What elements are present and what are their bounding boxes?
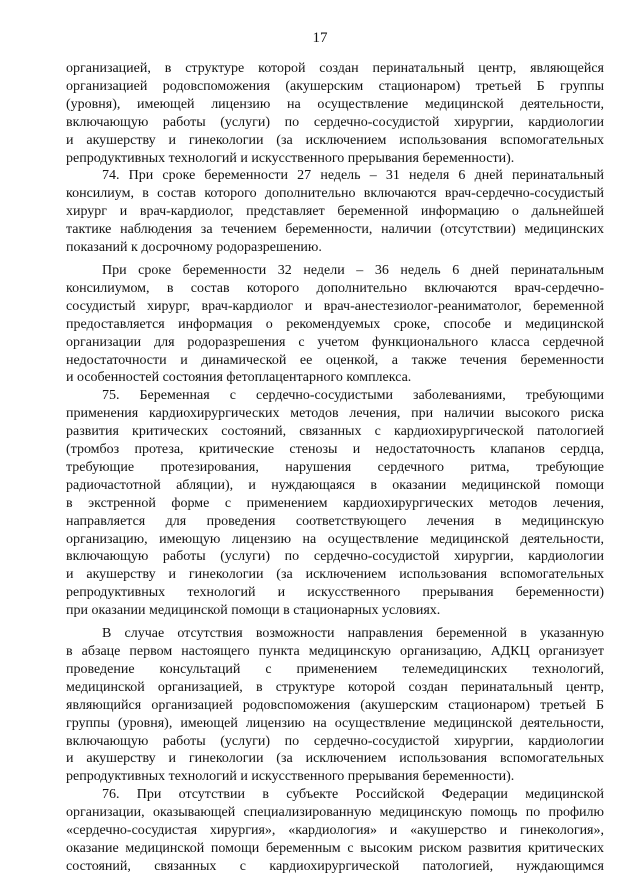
text-line: организации, оказывающей специализированную медицинскую помощь по профилю [66, 805, 604, 821]
text-line: и акушерству и гинекологии (за исключением использования вспомогательных [66, 751, 604, 767]
text-line: применения кардиохирургических методов лечения, при наличии высокого риска [66, 406, 604, 422]
text-line: включающую работы (услуги) по сердечно-сосудистой хирургии, кардиологии [66, 733, 604, 749]
paragraph [66, 387, 604, 620]
text-line: группы (уровня), имеющей лицензию на осуществление медицинской деятельности, [66, 715, 604, 731]
paragraph [66, 625, 604, 786]
text-line: и акушерству и гинекологии (за исключением использования вспомогательных [66, 567, 604, 583]
paragraph [66, 60, 604, 167]
text-line: показаний к досрочному родоразрешению. [66, 240, 322, 256]
text-line: 75. Беременная с сердечно-сосудистыми заболеваниями, требующими [102, 388, 604, 404]
document-body [66, 60, 604, 876]
text-line: требующие протезирования, нарушения сердечного ритма, требующие [66, 459, 604, 475]
text-line: организации для родоразрешения с учетом функционального класса сердечной [66, 334, 604, 350]
text-line: и акушерству и гинекологии (за исключением использования вспомогательных [66, 132, 604, 148]
text-line: и особенностей состояния фетоплацентарного комплекса. [66, 370, 412, 386]
text-line: (уровня), имеющей лицензию на осуществление медицинской деятельности, [66, 96, 604, 112]
text-line: проведение консультаций с применением телемедицинских технологий, [66, 661, 604, 677]
text-line: репродуктивных технологий и искусственного прерывания беременности). [66, 150, 515, 166]
text-line: предоставляется информация о рекомендуемых сроке, способе и медицинской [66, 316, 604, 332]
text-line: репродуктивных технологий и искусственного прерывания беременности) [66, 585, 604, 601]
text-line: В случае отсутствия возможности направления беременной в указанную [102, 626, 604, 642]
text-line: организацией родовспоможения (акушерским стационаром) третьей Б группы [66, 78, 604, 94]
text-line: репродуктивных технологий и искусственного прерывания беременности). [66, 769, 515, 785]
page-number: 17 [312, 30, 328, 46]
text-line: недостаточности и динамической ее оценкой, а также течения беременности [66, 352, 604, 368]
text-line: консилиумом, в состав которого дополнительно включаются врач-сердечно- [66, 280, 604, 296]
text-line: сосудистый хирург, врач-кардиолог и врач-анестезиолог-реаниматолог, беременной [66, 298, 604, 314]
text-line: состояний, связанных с кардиохирургической патологией, нуждающимся [66, 858, 604, 874]
text-line: в экстренной форме с применением кардиохирургических методов лечения, [66, 495, 604, 511]
text-line: (тромбоз протеза, критические стенозы и недостаточность клапанов сердца, [66, 442, 604, 458]
text-line: включающую работы (услуги) по сердечно-сосудистой хирургии, кардиологии [66, 549, 604, 565]
text-line: оказание медицинской помощи беременным с высоким риском развития критических [66, 840, 604, 856]
text-line: направляется для проведения соответствующего лечения в медицинскую [66, 513, 604, 529]
text-line: организацией, в структуре которой создан перинатальный центр, являющейся [66, 61, 604, 76]
text-line: тактике наблюдения за течением беременности, наличии (отсутствии) медицинских [66, 222, 604, 238]
text-line: при оказании медицинской помощи в стационарных условиях. [66, 603, 441, 619]
text-line: являющийся организацией родовспоможения (акушерским стационаром) третьей Б [66, 697, 604, 713]
text-line: «сердечно-сосудистая хирургия», «кардиология» и «акушерство и гинекология», [66, 823, 604, 839]
text-line: медицинской организацией, в структуре которой создан перинатальный центр, [66, 679, 604, 695]
text-line: развития критических состояний, связанных с кардиохирургической патологией [66, 424, 604, 440]
paragraph [66, 262, 604, 387]
text-line: хирург и врач-кардиолог, представляет беременной информацию о дальнейшей [66, 204, 604, 220]
paragraph [66, 167, 604, 257]
text-line: радиочастотной абляции), и нуждающаяся в оказании медицинской помощи [66, 477, 604, 493]
text-line: 74. При сроке беременности 27 недель – 31 неделя 6 дней перинатальный [102, 168, 604, 184]
text-line: При сроке беременности 32 недели – 36 недель 6 дней перинатальным [102, 262, 604, 278]
text-line: консилиум, в состав которого дополнительно включаются врач-сердечно-сосудистый [66, 186, 604, 202]
text-line: включающую работы (услуги) по сердечно-сосудистой хирургии, кардиологии [66, 114, 604, 130]
paragraph [66, 786, 604, 876]
text-line: в абзаце первом настоящего пункта медицинскую организацию, АДКЦ организует [66, 644, 604, 659]
text-line: организацию, имеющую лицензию на осуществление медицинской деятельности, [66, 531, 604, 547]
text-line: 76. При отсутствии в субъекте Российской Федерации медицинской [102, 787, 604, 803]
